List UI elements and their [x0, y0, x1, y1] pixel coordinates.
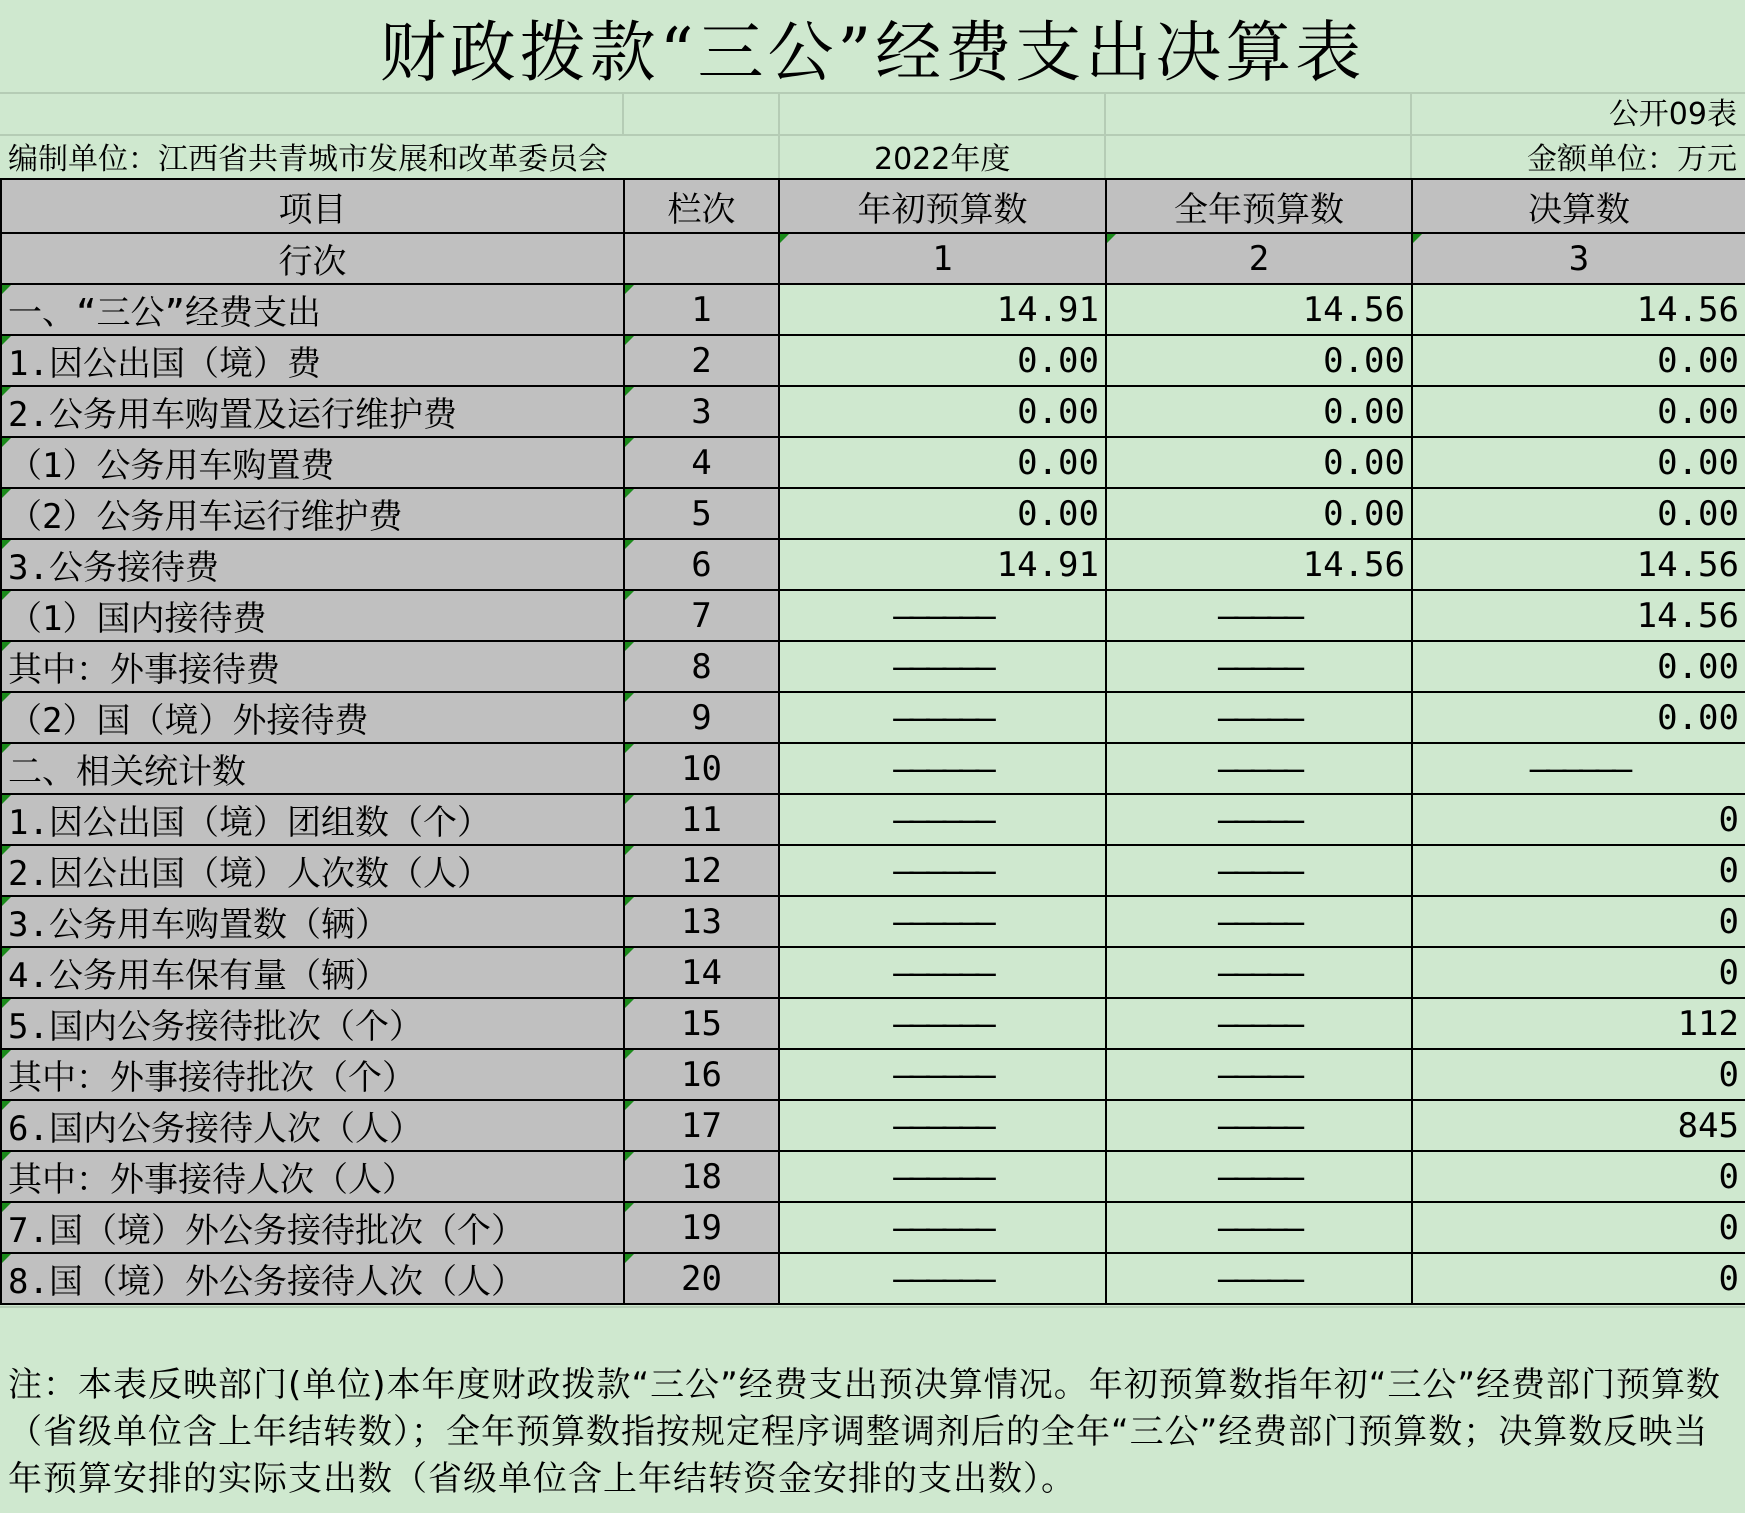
- table-row: [1, 947, 1745, 998]
- table-row: [1, 1100, 1745, 1151]
- cell-final-account: 0.00: [1412, 386, 1745, 437]
- row-number: 14: [624, 947, 779, 998]
- page-title: 财政拨款“三公”经费支出决算表: [379, 13, 1366, 91]
- cell-budget-full-year: —————: [1106, 692, 1412, 743]
- row-label: 6.国内公务接待人次（人）: [1, 1100, 624, 1151]
- cell-budget-initial: 0.00: [779, 386, 1106, 437]
- row-label: 8.国（境）外公务接待人次（人）: [1, 1253, 624, 1304]
- row-label: （2）公务用车运行维护费: [1, 488, 624, 539]
- cell-final-account: 14.56: [1412, 590, 1745, 641]
- row-number: 18: [624, 1151, 779, 1202]
- cell-budget-full-year: 14.56: [1106, 539, 1412, 590]
- cell-final-account: 14.56: [1412, 284, 1745, 335]
- cell-final-account: 0: [1412, 947, 1745, 998]
- cell-budget-full-year: 0.00: [1106, 335, 1412, 386]
- header-col2: 2: [1106, 233, 1412, 284]
- row-label: 其中：外事接待批次（个）: [1, 1049, 624, 1100]
- cell-final-account: 0.00: [1412, 641, 1745, 692]
- cell-budget-initial: 14.91: [779, 539, 1106, 590]
- cell-budget-initial: ——————: [779, 947, 1106, 998]
- table-row: [1, 692, 1745, 743]
- cell-final-account: 0: [1412, 1151, 1745, 1202]
- cell-budget-initial: ——————: [779, 1049, 1106, 1100]
- gridline: [0, 134, 1745, 136]
- table-row: [1, 1202, 1745, 1253]
- row-number: 20: [624, 1253, 779, 1304]
- row-number: 15: [624, 998, 779, 1049]
- header-project: 项目: [1, 179, 624, 233]
- row-number: 10: [624, 743, 779, 794]
- row-label: （2）国（境）外接待费: [1, 692, 624, 743]
- header-row-2: [1, 233, 1745, 284]
- row-number: 17: [624, 1100, 779, 1151]
- table-row: [1, 335, 1745, 386]
- cell-budget-full-year: —————: [1106, 947, 1412, 998]
- row-number: 1: [624, 284, 779, 335]
- cell-final-account: 845: [1412, 1100, 1745, 1151]
- row-number: 11: [624, 794, 779, 845]
- cell-budget-initial: ——————: [779, 1253, 1106, 1304]
- table-row: [1, 1049, 1745, 1100]
- row-label: 2.因公出国（境）人次数（人）: [1, 845, 624, 896]
- cell-budget-full-year: 14.56: [1106, 284, 1412, 335]
- cell-budget-full-year: —————: [1106, 845, 1412, 896]
- cell-budget-initial: ——————: [779, 590, 1106, 641]
- footnote: 注：本表反映部门(单位)本年度财政拨款“三公”经费支出预决算情况。年初预算数指年初“三公”经费部门预算数（省级单位含上年结转数）；全年预算数指按规定程序调整调剂后的全年“三公”经费部门预算数；决算数反映当年预算安排的实际支出数（省级单位含上年结转资金安排的支出数）。: [8, 1365, 1721, 1499]
- cell-budget-full-year: —————: [1106, 590, 1412, 641]
- header-budget-full-year: 全年预算数: [1106, 179, 1412, 233]
- table-row: [1, 641, 1745, 692]
- gridline: [622, 92, 624, 134]
- table-row: [1, 743, 1745, 794]
- cell-final-account: 0: [1412, 1253, 1745, 1304]
- row-number: 8: [624, 641, 779, 692]
- row-number: 9: [624, 692, 779, 743]
- cell-budget-full-year: —————: [1106, 1202, 1412, 1253]
- cell-budget-initial: 0.00: [779, 488, 1106, 539]
- table-row: [1, 896, 1745, 947]
- cell-budget-initial: ——————: [779, 845, 1106, 896]
- table-row: [1, 488, 1745, 539]
- table-row: [1, 998, 1745, 1049]
- cell-budget-full-year: 0.00: [1106, 437, 1412, 488]
- table-row: [1, 845, 1745, 896]
- cell-budget-full-year: 0.00: [1106, 488, 1412, 539]
- row-number: 12: [624, 845, 779, 896]
- header-col1: 1: [779, 233, 1106, 284]
- row-label: 5.国内公务接待批次（个）: [1, 998, 624, 1049]
- cell-budget-full-year: —————: [1106, 641, 1412, 692]
- row-number: 13: [624, 896, 779, 947]
- row-label: 1.因公出国（境）费: [1, 335, 624, 386]
- cell-final-account: 0: [1412, 1202, 1745, 1253]
- header-col3: 3: [1412, 233, 1745, 284]
- row-label: 3.公务接待费: [1, 539, 624, 590]
- cell-budget-initial: ——————: [779, 896, 1106, 947]
- cell-final-account: 0.00: [1412, 437, 1745, 488]
- row-number: 7: [624, 590, 779, 641]
- table-code: 公开09表: [1608, 97, 1737, 132]
- row-label: 3.公务用车购置数（辆）: [1, 896, 624, 947]
- row-label: 4.公务用车保有量（辆）: [1, 947, 624, 998]
- row-number: 19: [624, 1202, 779, 1253]
- row-label: 二、相关统计数: [1, 743, 624, 794]
- cell-budget-initial: ——————: [779, 794, 1106, 845]
- fiscal-year: 2022年度: [874, 142, 1011, 177]
- row-label: 1.因公出国（境）团组数（个）: [1, 794, 624, 845]
- table-row: [1, 386, 1745, 437]
- cell-budget-initial: 0.00: [779, 437, 1106, 488]
- cell-budget-initial: 14.91: [779, 284, 1106, 335]
- row-number: 6: [624, 539, 779, 590]
- compiling-unit: 编制单位：江西省共青城市发展和改革委员会: [8, 142, 608, 177]
- cell-budget-full-year: —————: [1106, 896, 1412, 947]
- cell-budget-full-year: —————: [1106, 998, 1412, 1049]
- row-label: （1）国内接待费: [1, 590, 624, 641]
- amount-unit: 金额单位：万元: [1527, 142, 1737, 177]
- cell-final-account: 0: [1412, 1049, 1745, 1100]
- row-number: 5: [624, 488, 779, 539]
- cell-final-account: 0: [1412, 845, 1745, 896]
- table-row: [1, 1253, 1745, 1304]
- cell-budget-initial: ——————: [779, 1151, 1106, 1202]
- cell-final-account: 0: [1412, 896, 1745, 947]
- cell-budget-initial: 0.00: [779, 335, 1106, 386]
- row-label: 一、“三公”经费支出: [1, 284, 624, 335]
- cell-budget-full-year: —————: [1106, 1100, 1412, 1151]
- cell-budget-initial: ——————: [779, 1202, 1106, 1253]
- header-row-no: 行次: [1, 233, 624, 284]
- row-number: 2: [624, 335, 779, 386]
- row-label: 其中：外事接待人次（人）: [1, 1151, 624, 1202]
- expense-table: [0, 178, 1745, 1305]
- row-label: 2.公务用车购置及运行维护费: [1, 386, 624, 437]
- cell-budget-initial: ——————: [779, 1100, 1106, 1151]
- cell-budget-initial: ——————: [779, 998, 1106, 1049]
- header-empty: [624, 233, 779, 284]
- table-row: [1, 284, 1745, 335]
- cell-final-account: 0.00: [1412, 488, 1745, 539]
- header-budget-initial: 年初预算数: [779, 179, 1106, 233]
- table-row: [1, 1151, 1745, 1202]
- cell-budget-full-year: —————: [1106, 1049, 1412, 1100]
- cell-final-account: ——————: [1412, 743, 1745, 794]
- cell-final-account: 0: [1412, 794, 1745, 845]
- table-row: [1, 794, 1745, 845]
- row-number: 4: [624, 437, 779, 488]
- cell-budget-full-year: —————: [1106, 743, 1412, 794]
- cell-final-account: 0.00: [1412, 335, 1745, 386]
- header-column-no: 栏次: [624, 179, 779, 233]
- cell-budget-initial: ——————: [779, 743, 1106, 794]
- cell-final-account: 14.56: [1412, 539, 1745, 590]
- row-number: 16: [624, 1049, 779, 1100]
- row-number: 3: [624, 386, 779, 437]
- cell-budget-full-year: —————: [1106, 1253, 1412, 1304]
- header-final-account: 决算数: [1412, 179, 1745, 233]
- gridline: [1104, 92, 1106, 178]
- cell-budget-full-year: —————: [1106, 794, 1412, 845]
- cell-budget-initial: ——————: [779, 641, 1106, 692]
- gridline: [778, 92, 780, 178]
- row-label: 其中：外事接待费: [1, 641, 624, 692]
- table-row: [1, 437, 1745, 488]
- cell-budget-full-year: —————: [1106, 1151, 1412, 1202]
- row-label: （1）公务用车购置费: [1, 437, 624, 488]
- gridline: [0, 1306, 1745, 1308]
- gridline: [1410, 92, 1412, 178]
- cell-budget-initial: ——————: [779, 692, 1106, 743]
- cell-final-account: 0.00: [1412, 692, 1745, 743]
- header-row: [1, 179, 1745, 233]
- cell-budget-full-year: 0.00: [1106, 386, 1412, 437]
- table-row: [1, 539, 1745, 590]
- cell-final-account: 112: [1412, 998, 1745, 1049]
- table-row: [1, 590, 1745, 641]
- row-label: 7.国（境）外公务接待批次（个）: [1, 1202, 624, 1253]
